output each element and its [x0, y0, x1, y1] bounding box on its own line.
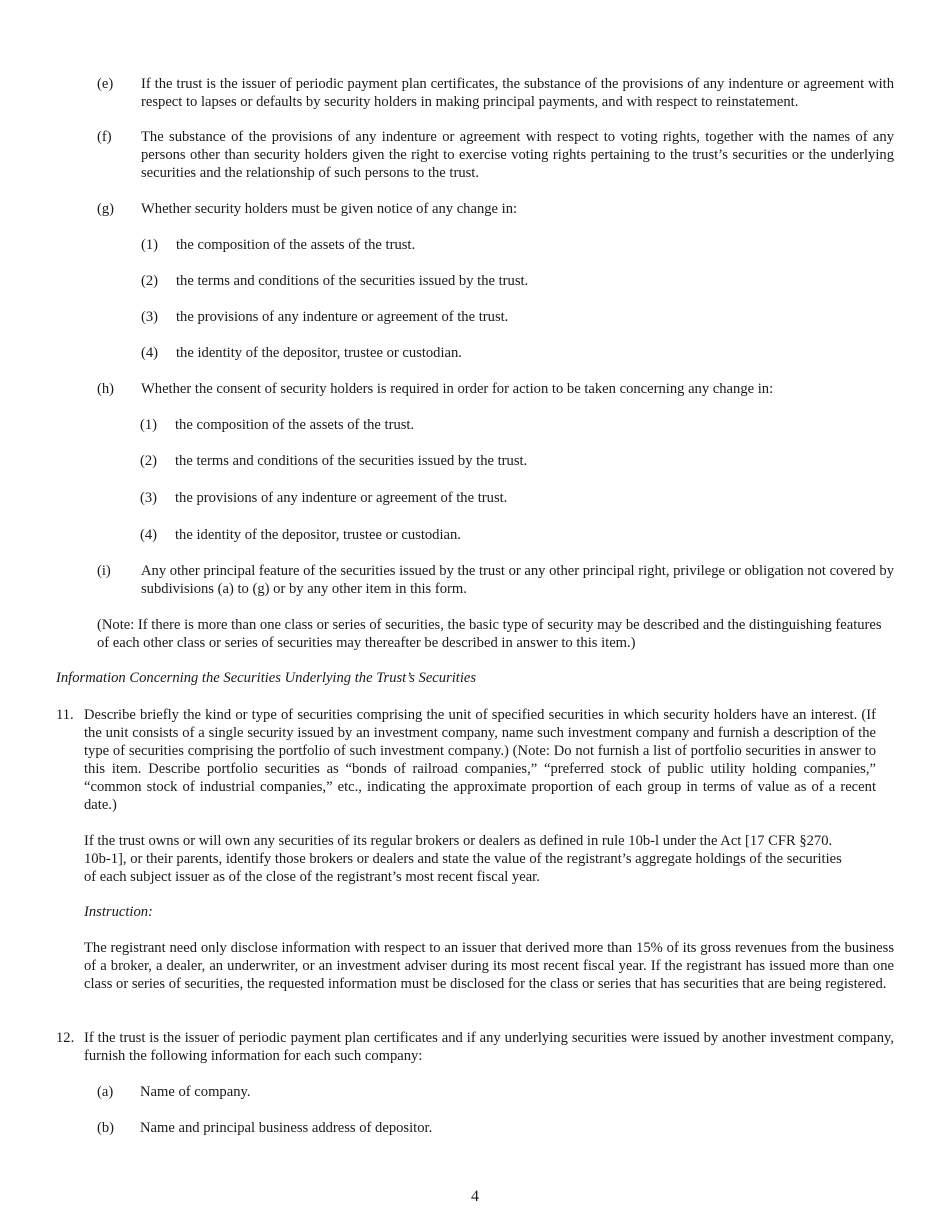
sub-text: the terms and conditions of the securities issued by the trust.	[175, 453, 528, 469]
paragraph-text: If the trust owns or will own any securities of its regular brokers or dealers as defined in rule 10b-l under the Act [17 CFR §270. 10b-1], or their parents, identify those brokers or dealers and state the value of the registrant’s aggregate holdings of the securities of each subject issuer as of the close of the registrant’s most recent fiscal year.	[84, 833, 842, 885]
sub-text: the identity of the depositor, trustee or custodian.	[176, 345, 462, 361]
list-item	[140, 526, 890, 544]
item-text: Whether the consent of security holders is required in order for action to be taken concerning any change in:	[141, 381, 774, 397]
instruction-text: The registrant need only disclose information with respect to an issuer that derived more than 15% of its gross revenues from the business of a broker, a dealer, an underwriter, or an investment adviser during its most recent fiscal year. If the registrant has issued more than one class or series of securities, the requested information must be disclosed for the class or series that has securities that are being registered.	[84, 940, 894, 992]
list-item	[140, 489, 890, 507]
heading-text: Information Concerning the Securities Underlying the Trust’s Securities	[56, 670, 477, 686]
item-label: (g)	[97, 201, 115, 217]
list-item	[140, 452, 890, 470]
sub-text: the terms and conditions of the securities issued by the trust.	[176, 273, 529, 289]
sub-label: (2)	[141, 273, 159, 289]
item-10g	[97, 200, 894, 218]
item-text: The substance of the provisions of any indenture or agreement with respect to voting rights, together with the names of any persons other than security holders given the right to exercise voting rights pertaining to the trust’s securities or the underlying securities and the relationship of such persons to the trust.	[141, 129, 894, 181]
item-text: Whether security holders must be given notice of any change in:	[141, 201, 518, 217]
item-10h	[97, 380, 894, 398]
item-text: If the trust is the issuer of periodic payment plan certificates, the substance of the provisions of any indenture or agreement with respect to lapses or defaults by security holders in making principal payments, and with respect to reinstatement.	[141, 76, 894, 110]
sub-label: (b)	[97, 1120, 115, 1136]
item-label: 11.	[56, 707, 74, 723]
item-12	[56, 1029, 894, 1065]
list-item	[97, 1119, 847, 1137]
note-paragraph	[97, 616, 894, 652]
item-10i	[97, 562, 894, 598]
item-text: If the trust is the issuer of periodic payment plan certificates and if any underlying securities were issued by another investment company, furnish the following information for each such company:	[84, 1030, 894, 1064]
list-item	[140, 416, 890, 434]
section-heading	[56, 669, 894, 687]
sub-label: (a)	[97, 1084, 114, 1100]
sub-text: the provisions of any indenture or agreement of the trust.	[175, 490, 508, 506]
item-label: (i)	[97, 563, 111, 579]
page-number: 4	[471, 1188, 479, 1205]
sub-text: the provisions of any indenture or agreement of the trust.	[176, 309, 509, 325]
item-10e	[97, 75, 894, 111]
item-label: 12.	[56, 1030, 75, 1046]
sub-label: (4)	[141, 345, 159, 361]
list-item	[141, 272, 891, 290]
item-label: (f)	[97, 129, 112, 145]
sub-text: Name and principal business address of depositor.	[140, 1120, 433, 1136]
list-item	[141, 236, 891, 254]
instruction-label	[84, 903, 484, 921]
sub-label: (3)	[141, 309, 159, 325]
sub-text: the identity of the depositor, trustee or custodian.	[175, 527, 461, 543]
sub-label: (2)	[140, 453, 158, 469]
instruction-paragraph	[84, 939, 894, 993]
list-item	[97, 1083, 847, 1101]
sub-label: (1)	[140, 417, 158, 433]
note-text: (Note: If there is more than one class or series of securities, the basic type of security may be described and the distinguishing features of each other class or series of securities may thereafter be described in answer to this item.)	[97, 617, 882, 651]
instruction-label-text: Instruction:	[84, 904, 153, 920]
item-label: (e)	[97, 76, 114, 92]
sub-text: the composition of the assets of the trust.	[175, 417, 415, 433]
item-10f	[97, 128, 894, 182]
sub-text: the composition of the assets of the trust.	[176, 237, 416, 253]
sub-text: Name of company.	[140, 1084, 251, 1100]
list-item	[141, 344, 891, 362]
list-item	[141, 308, 891, 326]
item-text: Describe briefly the kind or type of securities comprising the unit of specified securities in which security holders have an interest. (If the unit consists of a single security issued by an investment company, name such investment company and furnish a description of the type of securities comprising the portfolio of such investment company.) (Note: Do not furnish a list of portfolio securities in answer to this item. Describe portfolio securities as “bonds of railroad companies,” “preferred stock of public utility holding companies,” “common stock of industrial companies,” etc., indicating the approximate proportion of each group in terms of value as of a recent date.)	[84, 707, 876, 813]
item-label: (h)	[97, 381, 115, 397]
sub-label: (4)	[140, 527, 158, 543]
item-11-paragraph	[84, 832, 849, 886]
sub-label: (3)	[140, 490, 158, 506]
item-11	[56, 706, 876, 814]
sub-label: (1)	[141, 237, 159, 253]
item-text: Any other principal feature of the securities issued by the trust or any other principal right, privilege or obligation not covered by subdivisions (a) to (g) or by any other item in this form.	[141, 563, 894, 597]
